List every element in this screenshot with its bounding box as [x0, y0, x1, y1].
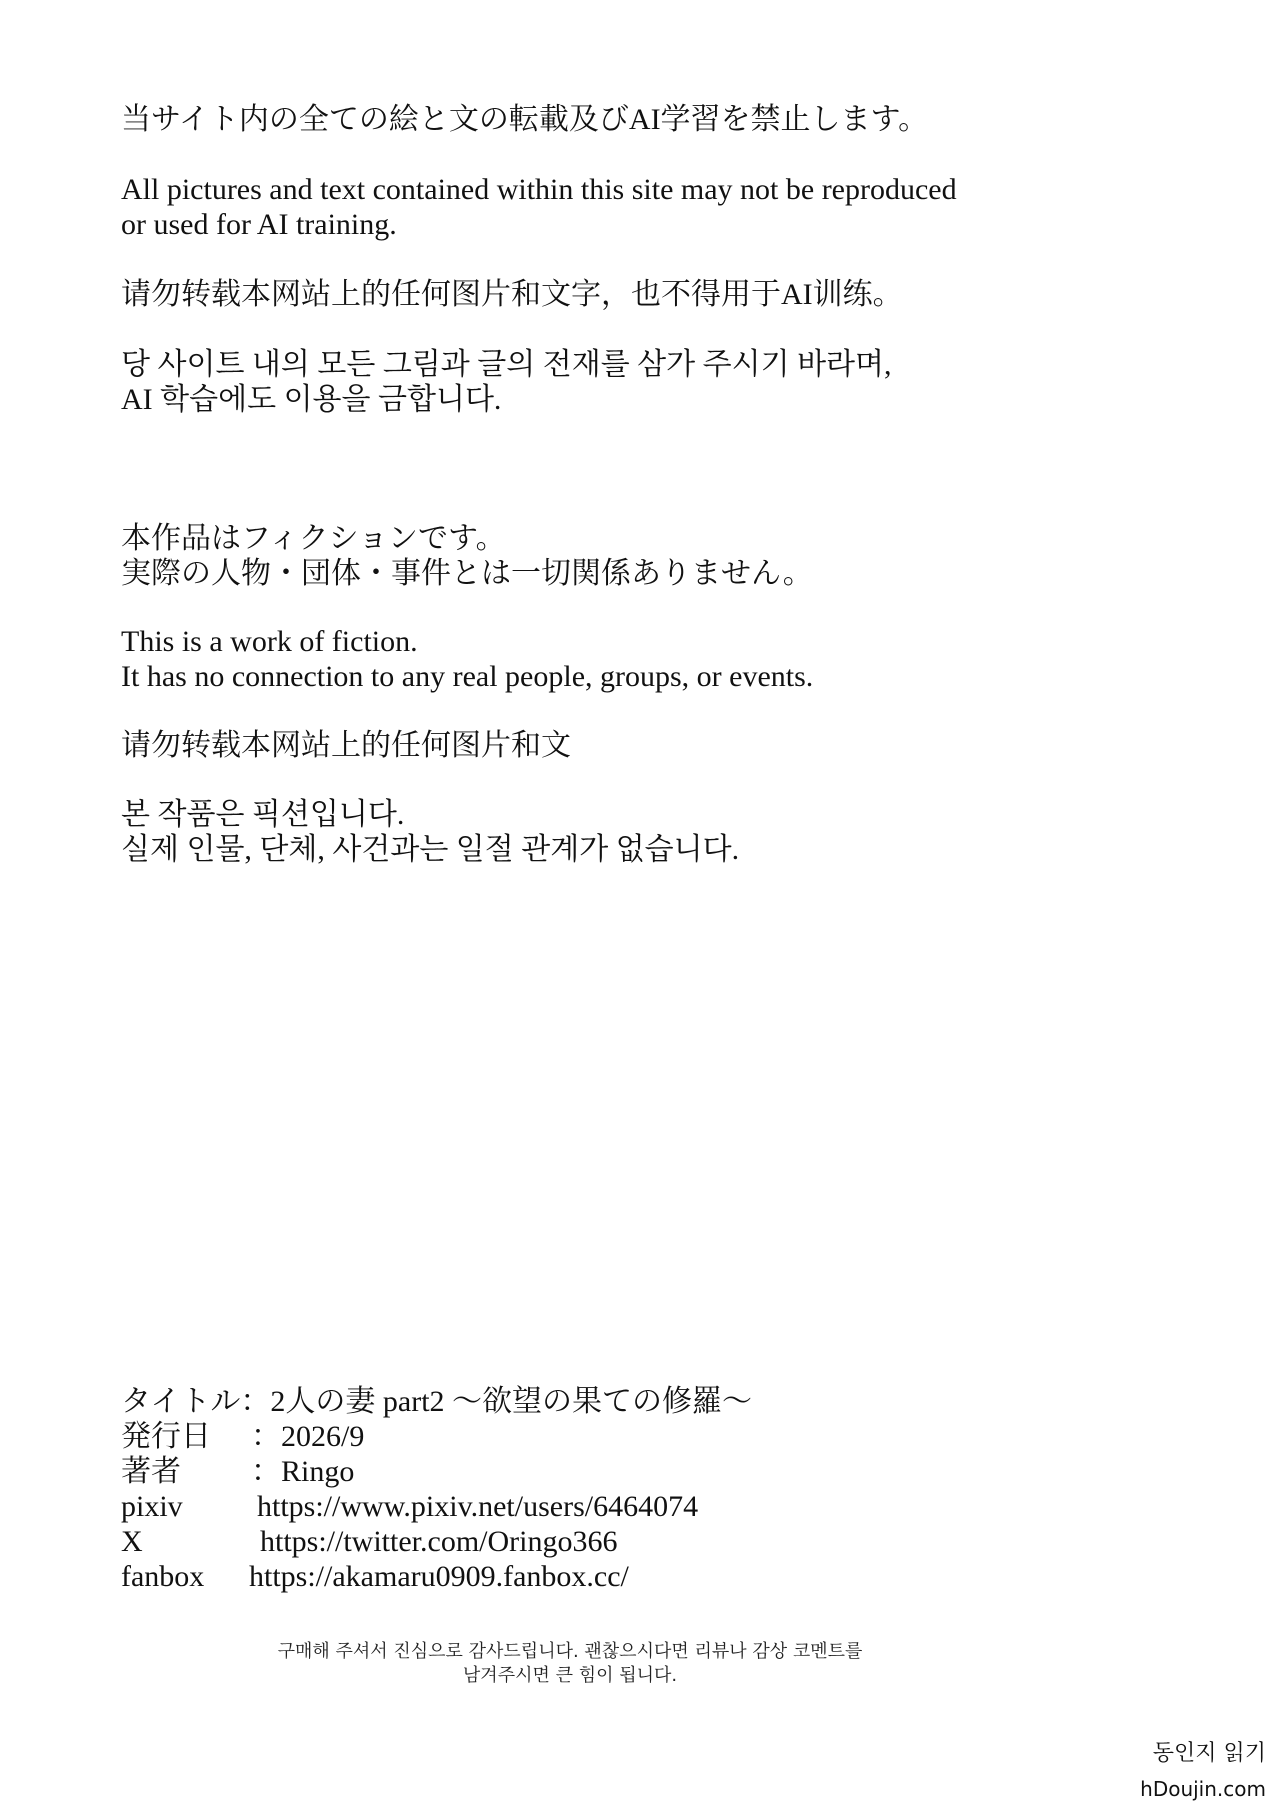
notice-japanese-line: 当サイト内の全ての絵と文の転載及びAI学習を禁止します。 — [121, 103, 929, 136]
colophon-date-row — [121, 1419, 752, 1454]
twitter-link[interactable]: https://twitter.com/Oringo366 — [260, 1525, 618, 1558]
notice-korean-line: 당 사이트 내의 모든 그림과 글의 전재를 삼가 주시기 바라며, — [121, 348, 892, 381]
notice-chinese — [121, 277, 1181, 312]
pixiv-link[interactable]: https://www.pixiv.net/users/6464074 — [257, 1490, 699, 1523]
notice-english-line: All pictures and text contained within this site may not be reproduced — [121, 173, 957, 206]
colophon-author-row — [121, 1454, 752, 1489]
fiction-disclaimer-korean — [121, 797, 1181, 867]
colophon-x-row — [121, 1524, 752, 1559]
fanbox-link[interactable]: https://akamaru0909.fanbox.cc/ — [249, 1560, 629, 1593]
colophon-title-value: ：2人の妻 part2 〜欲望の果ての修羅〜 — [240, 1385, 753, 1418]
watermark-domain: hDoujin.com — [1140, 1777, 1266, 1801]
fiction-disclaimer-japanese — [121, 521, 1181, 591]
notice-english — [121, 172, 1181, 242]
fiction-english-line: This is a work of fiction. — [121, 625, 418, 658]
colophon-x-label: X — [121, 1525, 143, 1558]
thank-you-line: 구매해 주셔서 진심으로 감사드립니다. 괜찮으시다면 리뷰나 감상 코멘트를 — [277, 1641, 863, 1662]
notice-english-line: or used for AI training. — [121, 208, 397, 241]
fiction-english-line: It has no connection to any real people, groups, or events. — [121, 660, 814, 693]
colophon-pixiv-row — [121, 1489, 752, 1524]
colophon-title-label: タイトル — [121, 1385, 241, 1418]
colophon-fanbox-label: fanbox — [121, 1560, 205, 1593]
fiction-disclaimer-chinese — [121, 728, 1181, 763]
fiction-japanese-line: 本作品はフィクションです。 — [121, 522, 506, 555]
notice-japanese — [121, 102, 1181, 137]
colophon — [121, 1384, 752, 1594]
colophon-title-row — [121, 1384, 752, 1419]
notice-korean — [121, 347, 1181, 417]
site-watermark[interactable] — [1140, 1739, 1266, 1803]
fiction-korean-line: 본 작품은 픽션입니다. — [121, 798, 405, 831]
thank-you-message — [140, 1640, 1000, 1688]
fiction-korean-line: 실제 인물, 단체, 사건과는 일절 관계가 없습니다. — [121, 833, 740, 866]
colophon-pixiv-label: pixiv — [121, 1490, 183, 1523]
colophon-date-value: ：2026/9 — [251, 1420, 365, 1453]
colophon-date-label: 発行日 — [121, 1420, 211, 1453]
fiction-chinese-line: 请勿转载本网站上的任何图片和文 — [121, 729, 571, 762]
fiction-japanese-line: 実際の人物・団体・事件とは一切関係ありません。 — [121, 557, 813, 590]
thank-you-line: 남겨주시면 큰 힘이 됩니다. — [462, 1665, 678, 1686]
colophon-fanbox-row — [121, 1559, 752, 1594]
notice-korean-line: AI 학습에도 이용을 금합니다. — [121, 383, 502, 416]
colophon-author-value: ：Ringo — [251, 1455, 355, 1488]
fiction-disclaimer-english — [121, 624, 1181, 694]
notice-chinese-line: 请勿转载本网站上的任何图片和文字，也不得用于AI训练。 — [121, 278, 903, 311]
colophon-author-label: 著者 — [121, 1455, 181, 1488]
watermark-caption: 동인지 읽기 — [1152, 1741, 1266, 1766]
